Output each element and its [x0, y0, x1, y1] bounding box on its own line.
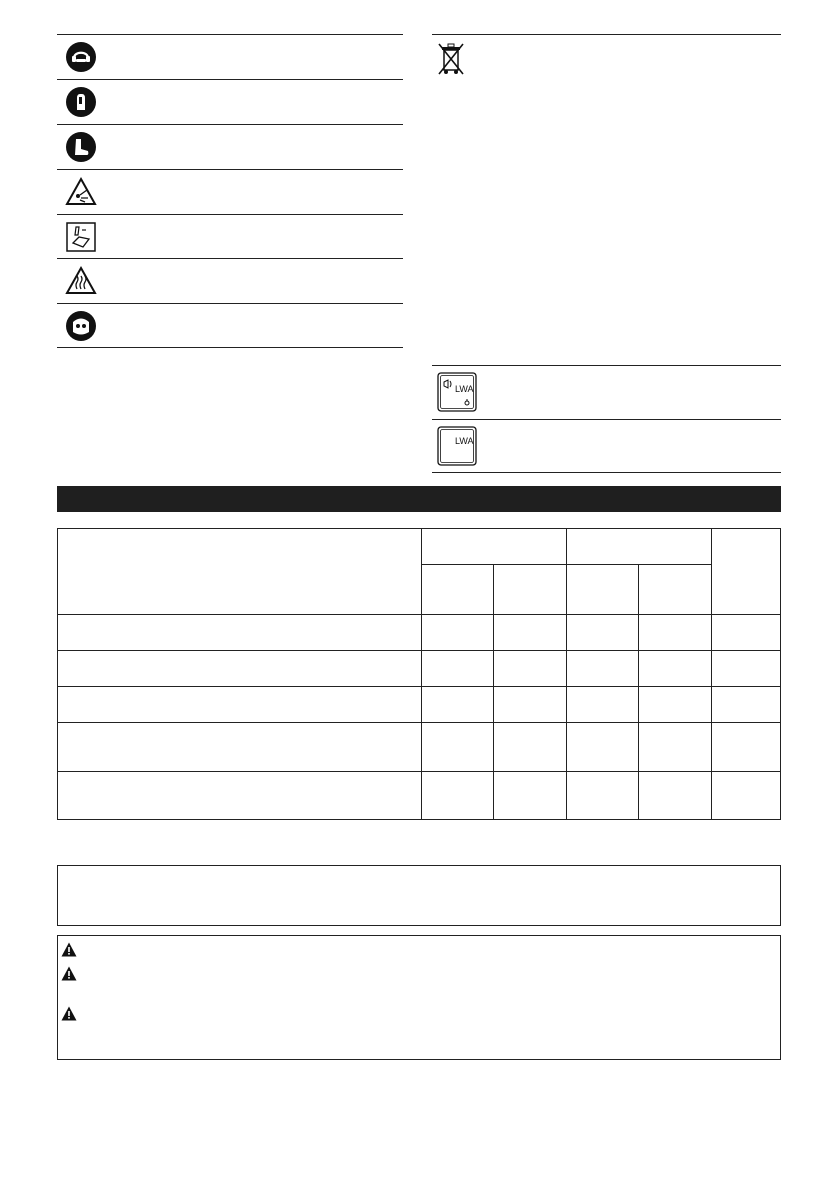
symbol-row	[57, 215, 403, 259]
warning-triangle-icon	[61, 942, 77, 957]
weee-crossed-bin-icon	[437, 42, 465, 78]
symbol-row	[57, 259, 403, 303]
warning-box	[57, 935, 781, 1060]
noise-level-guaranteed-icon	[437, 372, 477, 412]
warning-triangle-icon	[61, 1006, 77, 1021]
row-divider	[58, 650, 780, 651]
row-divider	[58, 722, 780, 723]
col-divider	[566, 529, 567, 819]
hearing-eye-protection-icon	[65, 41, 97, 73]
safety-boots-icon	[65, 131, 97, 163]
col-divider	[711, 529, 712, 819]
rule	[432, 34, 781, 35]
rule	[432, 365, 781, 366]
row-divider	[58, 614, 780, 615]
section-band	[57, 486, 781, 512]
flying-debris-warning-icon	[65, 176, 97, 208]
spec-table	[57, 528, 781, 820]
rule	[57, 347, 403, 348]
symbol-row	[57, 170, 403, 214]
warning-triangle-icon	[61, 966, 77, 981]
hot-surface-warning-icon	[65, 265, 97, 297]
read-manual-icon	[65, 221, 97, 253]
col-divider	[421, 529, 422, 819]
symbol-row	[57, 304, 403, 348]
row-divider	[421, 564, 711, 565]
symbol-row	[57, 125, 403, 169]
row-divider	[58, 686, 780, 687]
rule	[432, 419, 781, 420]
noise-level-measured-icon	[437, 426, 477, 466]
symbol-row	[57, 35, 403, 79]
notice-box	[57, 865, 781, 926]
noise-code: LWA	[455, 384, 474, 394]
face-protection-icon	[65, 310, 97, 342]
noise-code: LWA	[455, 436, 474, 446]
col-divider	[638, 565, 639, 819]
rule	[432, 472, 781, 473]
row-divider	[58, 771, 780, 772]
col-divider	[493, 565, 494, 819]
symbol-row	[57, 80, 403, 124]
gloves-icon	[65, 86, 97, 118]
